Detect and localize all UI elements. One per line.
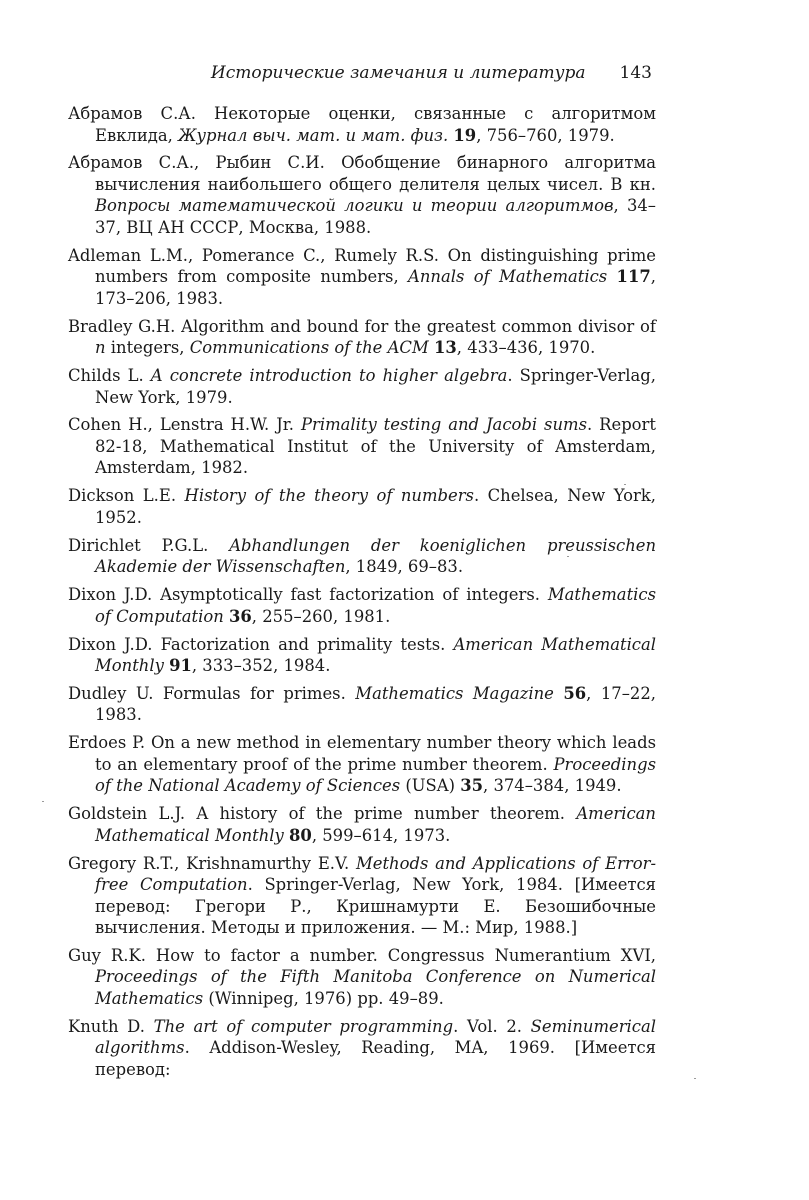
reference-text: Primality testing and Jacobi sums [300, 415, 587, 435]
reference-text: , 333–352, 1984. [191, 656, 331, 676]
reference-entry [68, 803, 656, 846]
reference-text: . Chelsea, New York, 1952. [95, 486, 656, 527]
scan-speck [567, 556, 569, 557]
reference-text: 19 [453, 125, 477, 145]
bibliography-list [68, 103, 656, 1087]
reference-text: . Report 82-18, Mathematical Institut of the University of Amsterdam, Amsterdam, 1982. [95, 415, 656, 478]
reference-text: Goldstein L.J. A history of the prime number theorem. [68, 804, 577, 824]
reference-entry [68, 245, 656, 310]
reference-entry [68, 485, 656, 528]
reference-text: Mathematics Magazine [355, 683, 554, 703]
reference-text [554, 684, 564, 703]
reference-text: , 756–760, 1979. [476, 125, 615, 145]
reference-text: Proceedings of the National Academy of Sciences [95, 754, 656, 796]
reference-text: Erdoes P. On a new method in elementary number theory which leads to an elementary proof of the prime number theorem. [68, 733, 656, 774]
reference-text: integers, [105, 338, 190, 358]
reference-entry [68, 634, 656, 677]
reference-text: History of the theory of numbers [184, 486, 474, 506]
reference-text: Журнал выч. мат. и мат. физ. [178, 125, 449, 145]
scan-speck [624, 484, 626, 485]
reference-text: Вопросы математической логики и теории алгоритмов [95, 196, 614, 216]
reference-text: 80 [289, 825, 312, 845]
scan-speck [694, 1078, 696, 1079]
reference-entry [68, 152, 656, 238]
reference-text: , 1849, 69–83. [345, 557, 464, 577]
reference-entry [68, 732, 656, 797]
reference-entry [68, 945, 656, 1010]
reference-text: Абрамов С.А., Рыбин С.И. Обобщение бинарного алгоритма вычисления наибольшего общего делителя целых чисел. В кн. [68, 153, 656, 194]
reference-text: 35 [460, 776, 484, 796]
reference-text: , 374–384, 1949. [483, 776, 622, 796]
reference-entry [68, 683, 656, 726]
reference-text: 117 [616, 267, 651, 287]
reference-text: . Springer-Verlag, New York, 1984. [Имеется перевод: Грегори Р., Кришнамурти Е. Безошибочные вычисления. Методы и приложения. — М.: Мир, 1988.] [95, 875, 657, 938]
reference-text: . Vol. 2. [453, 1016, 531, 1036]
reference-text: 56 [563, 683, 587, 703]
scan-speck [42, 801, 44, 802]
reference-text: Annals of Mathematics [408, 267, 608, 287]
reference-text: , 433–436, 1970. [456, 338, 596, 358]
reference-text: Dickson L.E. [68, 486, 185, 506]
reference-text: (Winnipeg, 1976) pp. 49–89. [203, 988, 444, 1008]
reference-text: 91 [169, 656, 192, 676]
reference-text: Communications of the ACM [189, 338, 429, 358]
reference-text: Dirichlet P.G.L. [68, 535, 230, 555]
reference-text: Childs L. [68, 366, 151, 386]
reference-text: Abhandlungen der koeniglichen preussischen Akademie der Wissenschaften [95, 535, 657, 577]
reference-text: Dixon J.D. Asymptotically fast factorization of integers. [68, 585, 548, 605]
reference-text: n [95, 338, 106, 358]
reference-text: Methods and Applications of Error-free Computation [95, 853, 656, 895]
reference-text: (USA) [400, 776, 461, 796]
reference-entry [68, 853, 656, 939]
reference-entry [68, 414, 656, 479]
reference-text: Guy R.K. How to factor a number. Congressus Numerantium XVI, [68, 945, 656, 965]
reference-text: , 599–614, 1973. [311, 825, 451, 845]
reference-text: 36 [228, 606, 252, 626]
reference-text: Dixon J.D. Factorization and primality tests. [68, 634, 454, 654]
reference-text: The art of computer programming [153, 1016, 454, 1036]
reference-text: Dudley U. Formulas for primes. [68, 683, 356, 703]
reference-text: , 17–22, 1983. [95, 683, 656, 725]
page-number: 143 [619, 63, 652, 83]
reference-text: Bradley G.H. Algorithm and bound for the greatest common divisor of [68, 316, 656, 336]
reference-text: Seminumerical algorithms [95, 1016, 656, 1058]
reference-text: , 34–37, ВЦ АН СССР, Москва, 1988. [95, 196, 656, 237]
reference-text: . Addison-Wesley, Reading, MA, 1969. [Имеется перевод: [95, 1038, 656, 1079]
reference-text: Gregory R.T., Krishnamurthy E.V. [68, 853, 356, 873]
reference-entry [68, 103, 656, 146]
reference-text: Mathematics of Computation [95, 585, 656, 626]
reference-text: Proceedings of the Fifth Manitoba Conference on Numerical Mathematics [95, 967, 656, 1008]
reference-entry [68, 1016, 656, 1081]
reference-text: , 173–206, 1983. [95, 267, 656, 308]
reference-entry [68, 365, 656, 408]
reference-entry [68, 316, 656, 359]
running-title: Исторические замечания и литература [210, 63, 586, 83]
reference-text [607, 267, 616, 286]
reference-text: . Springer-Verlag, New York, 1979. [95, 366, 656, 407]
reference-text: A concrete introduction to higher algebra [150, 366, 508, 386]
reference-text: , 255–260, 1981. [251, 606, 391, 626]
reference-text: Adleman L.M., Pomerance C., Rumely R.S. On distinguishing prime numbers from composite numbers, [68, 245, 656, 287]
reference-text: Абрамов С.А. Некоторые оценки, связанные с алгоритмом Евклида, [68, 104, 656, 145]
reference-text: 13 [433, 338, 457, 358]
reference-text: American Mathematical Monthly [95, 804, 656, 845]
reference-text: Cohen H., Lenstra H.W. Jr. [68, 415, 301, 435]
reference-text: American Mathematical Monthly [95, 634, 656, 676]
running-head [0, 62, 652, 84]
reference-entry [68, 584, 656, 627]
reference-text: Knuth D. [68, 1016, 154, 1036]
